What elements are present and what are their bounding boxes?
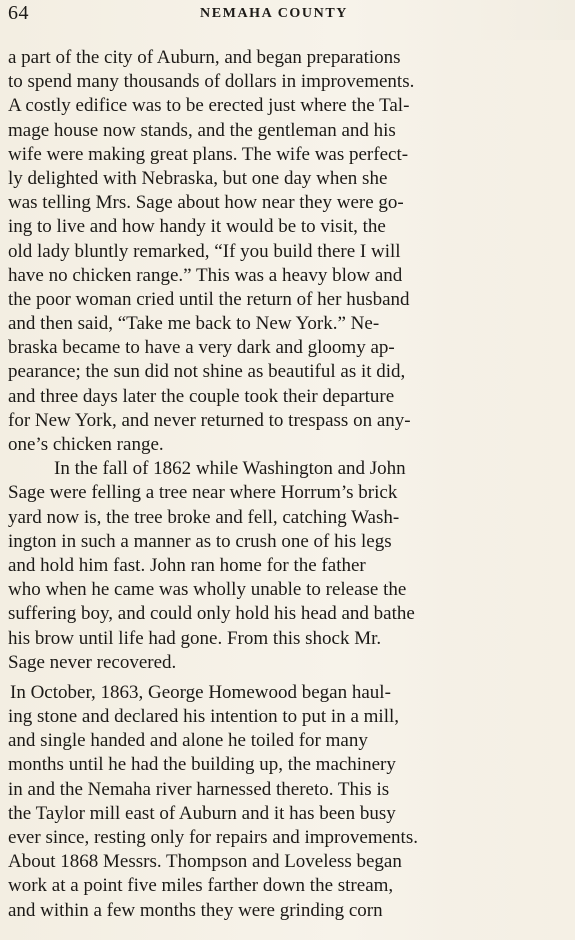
text-line: the Taylor mill east of Auburn and it has been busy <box>8 802 396 824</box>
text-line: in and the Nemaha river harnessed thereto. This is <box>8 778 390 800</box>
text-line: Sage were felling a tree near where Horrum’s brick <box>8 482 398 504</box>
page-number: 64 <box>8 2 29 24</box>
paragraph-3 <box>8 681 568 923</box>
text-line: yard now is, the tree broke and fell, catching Wash- <box>8 506 400 528</box>
text-line: and within a few months they were grinding corn <box>8 899 383 921</box>
text-line: and then said, “Take me back to New York.” Ne- <box>8 313 380 335</box>
text-line: Sage never recovered. <box>8 651 177 673</box>
text-line: ing to live and how handy it would be to visit, the <box>8 216 386 238</box>
text-line: his brow until life had gone. From this shock Mr. <box>8 627 382 649</box>
text-line: work at a point five miles farther down the stream, <box>8 875 394 897</box>
text-line: old lady bluntly remarked, “If you build there I will <box>8 240 401 262</box>
text-line: ever since, resting only for repairs and improvements. <box>8 827 418 848</box>
text-line: wife were making great plans. The wife was perfect- <box>8 143 409 165</box>
text-line: to spend many thousands of dollars in improvements. <box>8 71 415 93</box>
text-line: have no chicken range.” This was a heavy blow and <box>8 264 403 286</box>
text-line: who when he came was wholly unable to release the <box>8 579 407 601</box>
text-line: About 1868 Messrs. Thompson and Loveless began <box>8 851 402 873</box>
text-line: and single handed and alone he toiled for many <box>8 730 368 752</box>
text-line: months until he had the building up, the machinery <box>8 754 396 776</box>
text-line: In the fall of 1862 while Washington and John <box>54 458 406 480</box>
text-line: A costly edifice was to be erected just where the Tal- <box>8 95 410 117</box>
text-line: one’s chicken range. <box>8 434 164 455</box>
text-line: In October, 1863, George Homewood began haul- <box>10 681 391 703</box>
running-head: NEMAHA COUNTY <box>200 6 348 21</box>
text-line: and three days later the couple took their departure <box>8 385 395 407</box>
text-line: for New York, and never returned to trespass on any- <box>8 409 411 431</box>
text-line: the poor woman cried until the return of her husband <box>8 288 410 310</box>
paragraph-2 <box>8 457 568 675</box>
body-text <box>8 46 568 923</box>
text-line: suffering boy, and could only hold his head and bathe <box>8 603 415 625</box>
text-line: a part of the city of Auburn, and began preparations <box>8 47 401 68</box>
text-line: ly delighted with Nebraska, but one day when she <box>8 167 388 189</box>
text-line: was telling Mrs. Sage about how near they were go- <box>8 192 404 214</box>
text-line: ing stone and declared his intention to put in a mill, <box>8 706 400 728</box>
text-line: and hold him fast. John ran home for the father <box>8 554 366 576</box>
text-line: mage house now stands, and the gentleman and his <box>8 119 396 141</box>
text-line: ington in such a manner as to crush one of his legs <box>8 530 392 552</box>
text-line: braska became to have a very dark and gloomy ap- <box>8 337 395 359</box>
paragraph-1 <box>8 46 568 457</box>
text-line: pearance; the sun did not shine as beautiful as it did, <box>8 361 406 383</box>
